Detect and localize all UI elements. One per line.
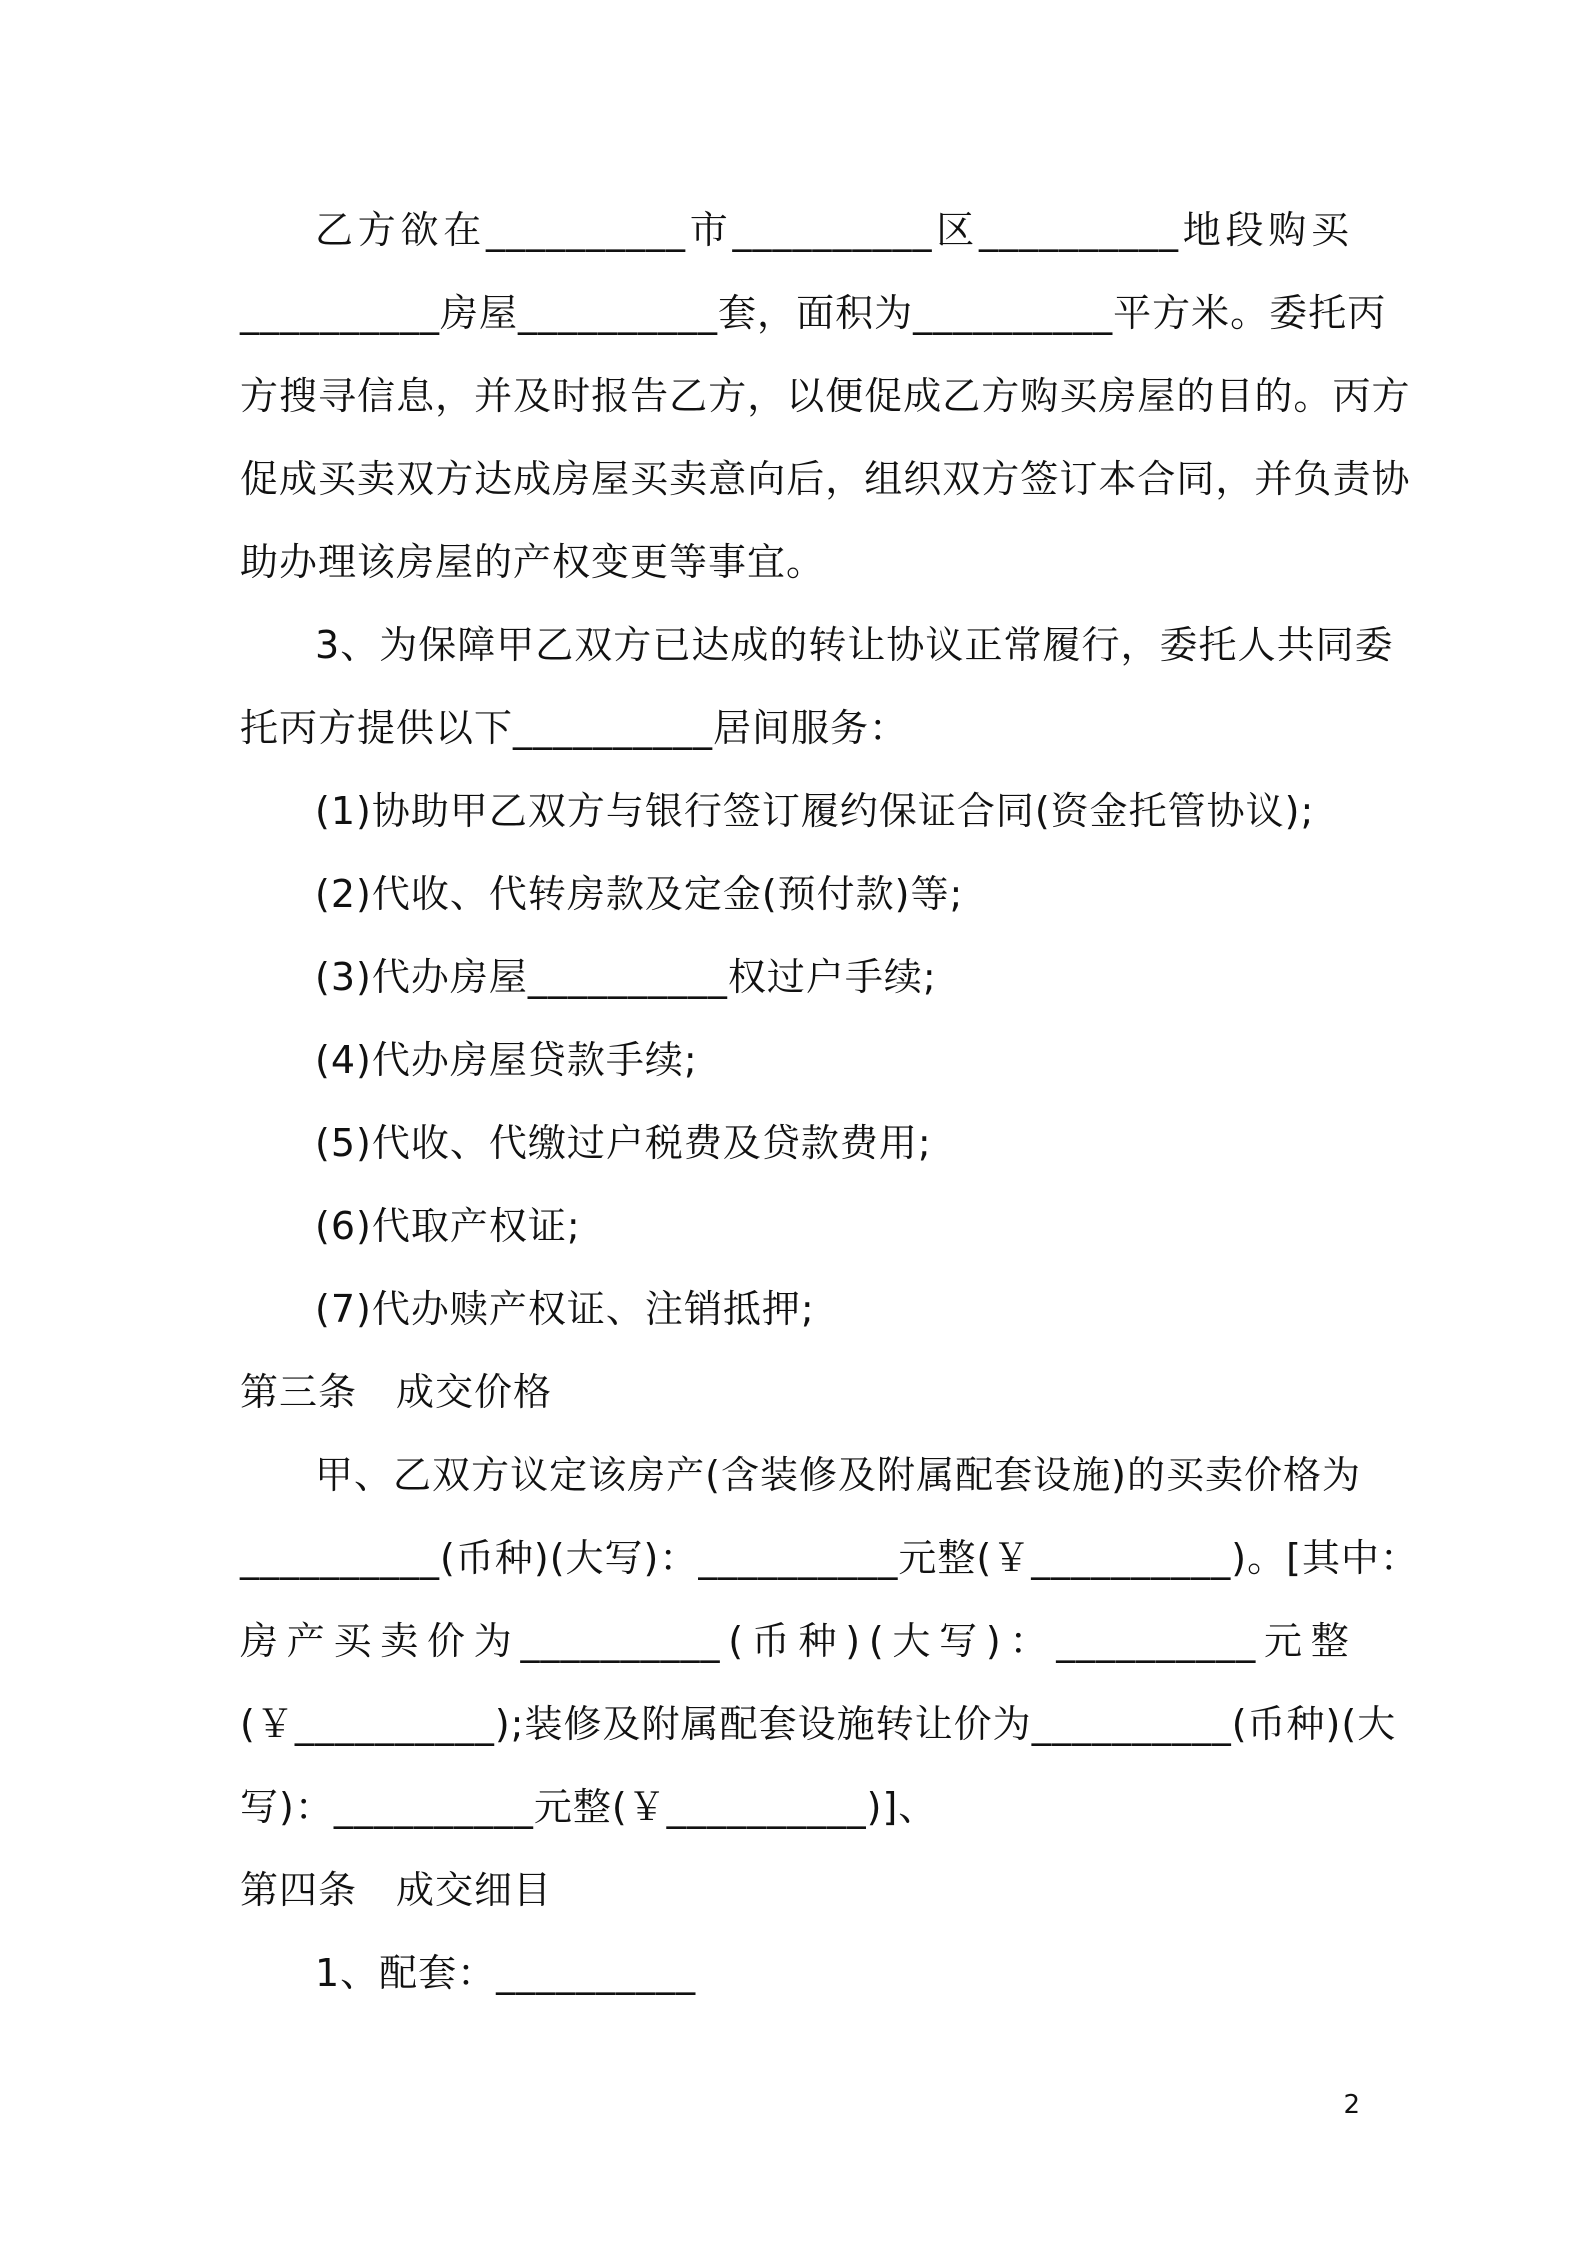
- text-glyph: 订: [1059, 457, 1099, 501]
- text-glyph: 。: [1293, 374, 1333, 418]
- text-glyph: 房: [440, 291, 480, 335]
- text-glyph: 买: [1310, 208, 1350, 252]
- text-glyph: __________: [913, 291, 1114, 335]
- text-glyph: 装: [524, 1702, 564, 1746]
- text-glyph: 配: [719, 1702, 759, 1746]
- text-glyph: 告: [630, 374, 670, 418]
- text-glyph: 丙: [1347, 291, 1387, 335]
- text-glyph: 种: [494, 1536, 534, 1580]
- text-glyph: 面: [796, 291, 836, 335]
- text-glyph: (: [1341, 1702, 1358, 1746]
- text-glyph: 已: [652, 623, 692, 667]
- text-glyph: ￥: [255, 1702, 295, 1746]
- text-glyph: 促: [240, 457, 280, 501]
- text-glyph: 方: [981, 457, 1021, 501]
- text-glyph: 买: [1059, 374, 1099, 418]
- text-glyph: 报: [591, 374, 631, 418]
- text-glyph: 让: [914, 1702, 954, 1746]
- text-glyph: 的: [1254, 374, 1294, 418]
- list-item: (7)代办赎产权证、注销抵押;: [315, 1287, 815, 1331]
- paragraph-line: 助办理该房屋的产权变更等事宜。: [240, 540, 826, 584]
- text-glyph: 履: [1042, 623, 1082, 667]
- text-glyph: 保: [418, 623, 458, 667]
- text-glyph: ：: [1009, 1619, 1049, 1663]
- text-glyph: __________: [1031, 1536, 1232, 1580]
- text-glyph: __________: [294, 1702, 495, 1746]
- text-glyph: 施: [836, 1702, 876, 1746]
- text-glyph: 在: [443, 208, 483, 252]
- text-glyph: 施: [1072, 1453, 1112, 1497]
- text-glyph: 卖: [1205, 1453, 1245, 1497]
- text-glyph: 双: [396, 457, 436, 501]
- text-glyph: 方: [471, 1453, 511, 1497]
- text-glyph: 属: [916, 1453, 956, 1497]
- text-glyph: ): [845, 1619, 862, 1663]
- text-glyph: 乙: [315, 208, 355, 252]
- text-glyph: 房: [240, 1619, 280, 1663]
- text-glyph: ￥: [992, 1536, 1032, 1580]
- text-glyph: 配: [955, 1453, 995, 1497]
- text-glyph: 合: [1137, 457, 1177, 501]
- text-glyph: 共: [1276, 623, 1316, 667]
- paragraph-line: [240, 1445, 1362, 1505]
- paragraph-line: [240, 366, 1411, 426]
- text-glyph: 、: [340, 623, 380, 667]
- text-glyph: 后: [786, 457, 826, 501]
- text-glyph: (: [705, 1453, 721, 1497]
- text-glyph: (: [1231, 1702, 1248, 1746]
- text-glyph: 积: [835, 291, 875, 335]
- text-glyph: 及: [513, 374, 553, 418]
- paragraph-line: [240, 283, 1387, 343]
- text-glyph: 其: [1301, 1536, 1341, 1580]
- text-glyph: 整: [937, 1536, 977, 1580]
- paragraph-line: 1、配套：__________: [315, 1951, 697, 1995]
- text-glyph: 中: [1340, 1536, 1380, 1580]
- text-glyph: 同: [1315, 623, 1355, 667]
- text-glyph: 产: [286, 1619, 326, 1663]
- text-glyph: 同: [1176, 457, 1216, 501]
- text-glyph: 甲: [496, 623, 536, 667]
- text-glyph: 元: [898, 1536, 938, 1580]
- text-glyph: 托: [1198, 623, 1238, 667]
- text-glyph: 乙: [942, 374, 982, 418]
- text-glyph: 房: [552, 457, 592, 501]
- text-glyph: ，: [747, 374, 787, 418]
- text-glyph: 方: [708, 374, 748, 418]
- text-glyph: 的: [769, 623, 809, 667]
- text-glyph: ): [985, 1619, 1002, 1663]
- text-glyph: 套: [994, 1453, 1034, 1497]
- text-glyph: 为: [473, 1619, 513, 1663]
- text-glyph: 房: [627, 1453, 667, 1497]
- text-glyph: 责: [1332, 457, 1372, 501]
- text-glyph: 方: [981, 374, 1021, 418]
- text-glyph: 设: [797, 1702, 837, 1746]
- text-glyph: 附: [877, 1453, 917, 1497]
- text-glyph: 的: [1126, 1453, 1166, 1497]
- text-glyph: ;: [510, 1702, 525, 1746]
- text-glyph: 币: [751, 1619, 791, 1663]
- list-item: (1)协助甲乙双方与银行签订履约保证合同(资金托管协议);: [315, 789, 1315, 833]
- text-glyph: 价: [427, 1619, 467, 1663]
- text-glyph: 屋: [479, 291, 519, 335]
- text-glyph: 委: [1159, 623, 1199, 667]
- text-glyph: 属: [680, 1702, 720, 1746]
- text-glyph: 双: [942, 457, 982, 501]
- list-item: (6)代取产权证;: [315, 1204, 581, 1248]
- text-glyph: 价: [953, 1702, 993, 1746]
- text-glyph: 种: [798, 1619, 838, 1663]
- text-glyph: 方: [1371, 374, 1411, 418]
- text-glyph: 区: [936, 208, 976, 252]
- text-glyph: 含: [720, 1453, 760, 1497]
- paragraph-line: [240, 1694, 1397, 1754]
- text-glyph: 便: [825, 374, 865, 418]
- text-glyph: ): [1111, 1453, 1127, 1497]
- text-glyph: 房: [1098, 374, 1138, 418]
- text-glyph: __________: [520, 1619, 721, 1663]
- text-glyph: 大: [892, 1619, 932, 1663]
- text-glyph: 丙: [1332, 374, 1372, 418]
- text-glyph: 修: [563, 1702, 603, 1746]
- text-glyph: 购: [1268, 208, 1308, 252]
- text-glyph: 双: [432, 1453, 472, 1497]
- text-glyph: 并: [474, 374, 514, 418]
- text-glyph: 方: [1152, 291, 1192, 335]
- text-glyph: 写: [604, 1536, 644, 1580]
- text-glyph: 负: [1293, 457, 1333, 501]
- text-glyph: 转: [875, 1702, 915, 1746]
- text-glyph: 常: [1003, 623, 1043, 667]
- text-glyph: 3: [315, 623, 341, 667]
- text-glyph: 人: [1237, 623, 1277, 667]
- section-heading: 第三条 成交价格: [240, 1370, 553, 1414]
- text-glyph: ): [1325, 1702, 1342, 1746]
- text-glyph: 种: [1286, 1702, 1326, 1746]
- text-glyph: 协: [1371, 457, 1411, 501]
- paragraph-line: 写)：__________元整(￥__________)]、: [240, 1785, 938, 1829]
- text-glyph: 欲: [400, 208, 440, 252]
- text-glyph: __________: [240, 291, 440, 335]
- text-glyph: 障: [457, 623, 497, 667]
- text-glyph: 写: [939, 1619, 979, 1663]
- text-glyph: 及: [602, 1702, 642, 1746]
- text-glyph: __________: [1056, 1619, 1257, 1663]
- text-glyph: ): [533, 1536, 550, 1580]
- text-glyph: __________: [1031, 1702, 1232, 1746]
- text-glyph: ，: [757, 291, 797, 335]
- text-glyph: (: [728, 1619, 745, 1663]
- text-glyph: 目: [1215, 374, 1255, 418]
- text-glyph: 行: [1081, 623, 1121, 667]
- text-glyph: 设: [1033, 1453, 1073, 1497]
- text-glyph: __________: [240, 1536, 440, 1580]
- text-glyph: 米: [1191, 291, 1231, 335]
- text-glyph: (: [440, 1536, 456, 1580]
- text-glyph: ：: [659, 1536, 699, 1580]
- text-glyph: 及: [838, 1453, 878, 1497]
- text-glyph: 装: [760, 1453, 800, 1497]
- text-glyph: 时: [552, 374, 592, 418]
- text-glyph: (: [549, 1536, 566, 1580]
- text-glyph: 向: [747, 457, 787, 501]
- list-item: (3)代办房屋__________权过户手续;: [315, 955, 937, 999]
- text-glyph: 整: [1310, 1619, 1350, 1663]
- text-glyph: ): [494, 1702, 511, 1746]
- text-glyph: 为: [1322, 1453, 1362, 1497]
- text-glyph: 信: [357, 374, 397, 418]
- text-glyph: 协: [886, 623, 926, 667]
- text-glyph: 成: [730, 623, 770, 667]
- text-glyph: (: [240, 1702, 256, 1746]
- text-glyph: 委: [1354, 623, 1394, 667]
- text-glyph: 产: [666, 1453, 706, 1497]
- text-glyph: ：: [1379, 1536, 1419, 1580]
- text-glyph: 织: [903, 457, 943, 501]
- text-glyph: 本: [1098, 457, 1138, 501]
- text-glyph: 市: [689, 208, 729, 252]
- text-glyph: 格: [1283, 1453, 1323, 1497]
- text-glyph: 转: [808, 623, 848, 667]
- list-item: (5)代收、代缴过户税费及贷款费用;: [315, 1121, 932, 1165]
- text-glyph: 乙: [393, 1453, 433, 1497]
- text-glyph: 为: [379, 623, 419, 667]
- text-glyph: ): [643, 1536, 660, 1580]
- text-glyph: (: [976, 1536, 993, 1580]
- text-glyph: 搜: [279, 374, 319, 418]
- text-glyph: 以: [786, 374, 826, 418]
- text-glyph: 议: [925, 623, 965, 667]
- text-glyph: 寻: [318, 374, 358, 418]
- text-glyph: 为: [992, 1702, 1032, 1746]
- text-glyph: ): [1231, 1536, 1248, 1580]
- text-glyph: 屋: [1137, 374, 1177, 418]
- text-glyph: __________: [486, 208, 686, 252]
- text-glyph: 买: [318, 457, 358, 501]
- text-glyph: 买: [333, 1619, 373, 1663]
- text-glyph: 价: [1244, 1453, 1284, 1497]
- text-glyph: 购: [1020, 374, 1060, 418]
- page-number: 2: [1343, 2090, 1360, 2120]
- text-glyph: 币: [455, 1536, 495, 1580]
- text-glyph: 。: [1230, 291, 1270, 335]
- text-glyph: 息: [396, 374, 436, 418]
- text-glyph: 并: [1254, 457, 1294, 501]
- text-glyph: 组: [864, 457, 904, 501]
- text-glyph: 币: [1247, 1702, 1287, 1746]
- text-glyph: 促: [864, 374, 904, 418]
- text-glyph: 卖: [357, 457, 397, 501]
- text-glyph: 成: [513, 457, 553, 501]
- text-glyph: 方: [357, 208, 397, 252]
- text-glyph: 成: [903, 374, 943, 418]
- text-glyph: 为: [874, 291, 914, 335]
- text-glyph: ，: [435, 374, 475, 418]
- text-glyph: 屋: [591, 457, 631, 501]
- text-glyph: 甲: [315, 1453, 355, 1497]
- text-glyph: 段: [1225, 208, 1265, 252]
- text-glyph: 套: [718, 291, 758, 335]
- text-glyph: 正: [964, 623, 1004, 667]
- text-glyph: 议: [510, 1453, 550, 1497]
- text-glyph: 的: [1176, 374, 1216, 418]
- text-glyph: 。: [1247, 1536, 1287, 1580]
- text-glyph: 买: [1165, 1453, 1205, 1497]
- text-glyph: 定: [549, 1453, 589, 1497]
- paragraph-line: [240, 1528, 1419, 1588]
- text-glyph: __________: [978, 208, 1179, 252]
- text-glyph: 乙: [535, 623, 575, 667]
- text-glyph: 套: [758, 1702, 798, 1746]
- text-glyph: 成: [279, 457, 319, 501]
- text-glyph: 地: [1182, 208, 1222, 252]
- text-glyph: 签: [1020, 457, 1060, 501]
- text-glyph: 买: [630, 457, 670, 501]
- text-glyph: ，: [825, 457, 865, 501]
- text-glyph: 托: [1308, 291, 1348, 335]
- text-glyph: 让: [847, 623, 887, 667]
- text-glyph: 卖: [380, 1619, 420, 1663]
- text-glyph: 大: [565, 1536, 605, 1580]
- text-glyph: 达: [691, 623, 731, 667]
- text-glyph: 意: [708, 457, 748, 501]
- text-glyph: 委: [1269, 291, 1309, 335]
- text-glyph: __________: [732, 208, 933, 252]
- paragraph-line: [240, 449, 1411, 509]
- text-glyph: 方: [240, 374, 280, 418]
- list-item: (4)代办房屋贷款手续;: [315, 1038, 698, 1082]
- paragraph-line: 托丙方提供以下__________居间服务：: [240, 706, 909, 750]
- section-heading: 第四条 成交细目: [240, 1868, 553, 1912]
- paragraph-line: [240, 200, 1350, 260]
- list-item: (2)代收、代转房款及定金(预付款)等;: [315, 872, 964, 916]
- text-glyph: 达: [474, 457, 514, 501]
- text-glyph: ，: [1120, 623, 1160, 667]
- paragraph-line: [240, 615, 1394, 675]
- text-glyph: 大: [1357, 1702, 1397, 1746]
- text-glyph: 双: [574, 623, 614, 667]
- text-glyph: 方: [435, 457, 475, 501]
- text-glyph: 修: [799, 1453, 839, 1497]
- text-glyph: 平: [1113, 291, 1153, 335]
- paragraph-line: [240, 1611, 1350, 1671]
- text-glyph: 、: [354, 1453, 394, 1497]
- text-glyph: 卖: [669, 457, 709, 501]
- text-glyph: 元: [1263, 1619, 1303, 1663]
- text-glyph: 乙: [669, 374, 709, 418]
- text-glyph: (: [868, 1619, 885, 1663]
- text-glyph: 方: [613, 623, 653, 667]
- text-glyph: 该: [588, 1453, 628, 1497]
- text-glyph: 附: [641, 1702, 681, 1746]
- text-glyph: ，: [1215, 457, 1255, 501]
- text-glyph: [: [1286, 1536, 1302, 1580]
- text-glyph: __________: [518, 291, 719, 335]
- text-glyph: __________: [698, 1536, 899, 1580]
